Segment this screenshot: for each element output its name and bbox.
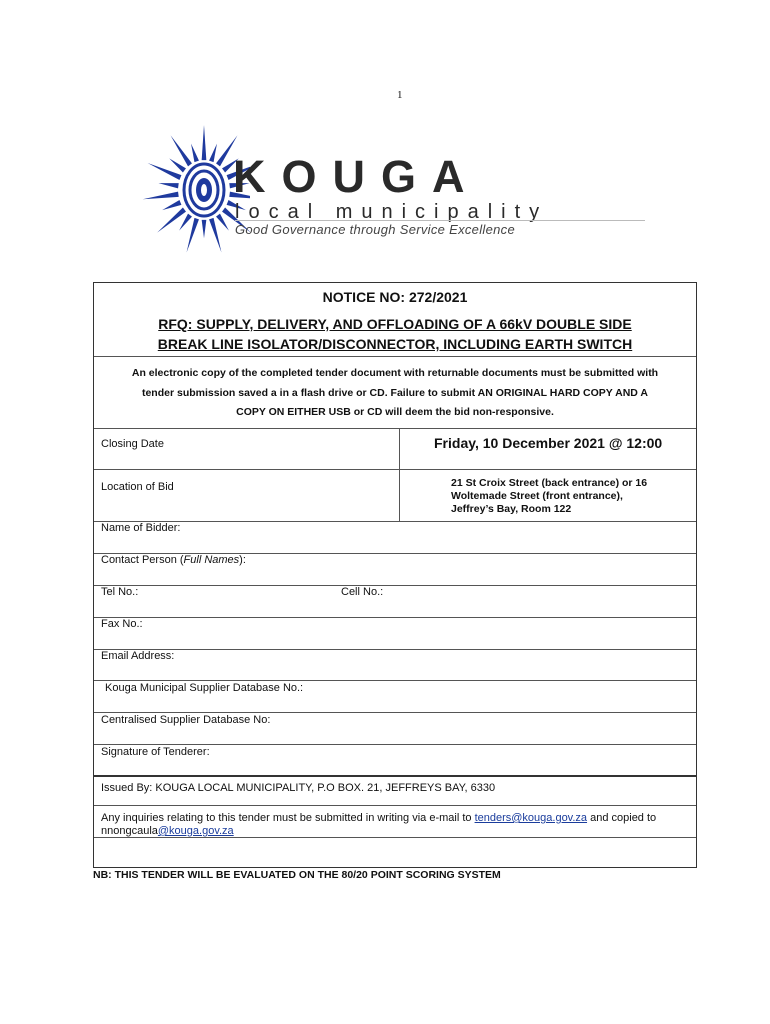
submission-instructions — [102, 364, 688, 423]
notice-number: NOTICE NO: 272/2021 — [322, 289, 468, 305]
divider — [94, 837, 696, 838]
column-divider — [399, 428, 400, 521]
rfq-title — [94, 314, 696, 354]
location-line-2: Woltemade Street (front entrance), — [451, 490, 623, 502]
kouga-logo — [140, 120, 660, 260]
location-label: Location of Bid — [101, 481, 174, 493]
instructions-line-3: COPY ON EITHER USB or CD will deem the bid non-responsive. — [236, 406, 554, 418]
contact-person-field[interactable] — [94, 554, 696, 585]
contact-person-label: Contact Person (Full Names): — [101, 554, 246, 566]
logo-subbrand: local municipality — [235, 201, 549, 223]
cell-number-field[interactable]: Cell No.: — [341, 586, 384, 598]
tender-form — [93, 282, 697, 868]
signature-label: Signature of Tenderer: — [101, 746, 210, 758]
location-line-3: Jeffrey’s Bay, Room 122 — [451, 503, 572, 515]
divider — [94, 744, 696, 745]
email-address-field[interactable] — [94, 650, 696, 681]
divider — [94, 469, 696, 470]
tel-number-field[interactable]: Tel No.: — [101, 586, 139, 598]
email-address-label: Email Address: — [101, 650, 175, 662]
instructions-line-1: An electronic copy of the completed tender document with returnable documents must be submitted with — [131, 367, 659, 379]
issued-by-text: Issued By: KOUGA LOCAL MUNICIPALITY, P.O BOX. 21, JEFFREYS BAY, 6330 — [101, 782, 496, 794]
evaluation-note: NB: THIS TENDER WILL BE EVALUATED ON THE 80/20 POINT SCORING SYSTEM — [93, 869, 501, 881]
divider — [94, 805, 696, 806]
page-number: 1 — [397, 89, 403, 101]
signature-field[interactable] — [94, 746, 696, 777]
bidder-name-field[interactable] — [94, 522, 696, 553]
divider — [94, 356, 696, 357]
location-line-1: 21 St Croix Street (back entrance) or 16 — [451, 477, 648, 489]
fax-number-label: Fax No.: — [101, 618, 143, 630]
divider — [94, 712, 696, 713]
inquiries-text: Any inquiries relating to this tender must be submitted in writing via e-mail to tenders@kouga.gov.za and copied to nnongcaula@kouga.gov.za — [101, 812, 657, 837]
logo-brand: KOUGA — [233, 151, 481, 202]
logo-divider — [235, 220, 645, 221]
closing-date-value: Friday, 10 December 2021 @ 12:00 — [434, 435, 663, 451]
instructions-line-2: tender submission saved a in a flash drive or CD. Failure to submit AN ORIGINAL HARD COPY AND A — [141, 386, 649, 399]
central-database-field[interactable] — [94, 714, 696, 745]
closing-date-label: Closing Date — [101, 438, 164, 450]
logo-motto: Good Governance through Service Excellence — [235, 222, 515, 237]
rfq-title-line-2: BREAK LINE ISOLATOR/DISCONNECTOR, INCLUDING EARTH SWITCH — [157, 336, 633, 352]
tenders-email-link[interactable]: tenders@kouga.gov.za — [474, 812, 588, 824]
location-value — [451, 477, 691, 516]
kouga-database-label: Kouga Municipal Supplier Database No.: — [105, 682, 304, 694]
rfq-title-line-1: RFQ: SUPPLY, DELIVERY, AND OFFLOADING OF A 66kV DOUBLE SIDE — [158, 316, 632, 332]
fax-number-field[interactable] — [94, 618, 696, 649]
central-database-label: Centralised Supplier Database No: — [101, 714, 271, 726]
phone-row — [94, 586, 696, 617]
kouga-database-field[interactable] — [94, 682, 696, 713]
divider — [94, 775, 696, 777]
divider — [94, 428, 696, 429]
bidder-name-label: Name of Bidder: — [101, 522, 181, 534]
divider — [94, 680, 696, 681]
nnongcaula-email-link[interactable]: @kouga.gov.za — [157, 825, 234, 837]
